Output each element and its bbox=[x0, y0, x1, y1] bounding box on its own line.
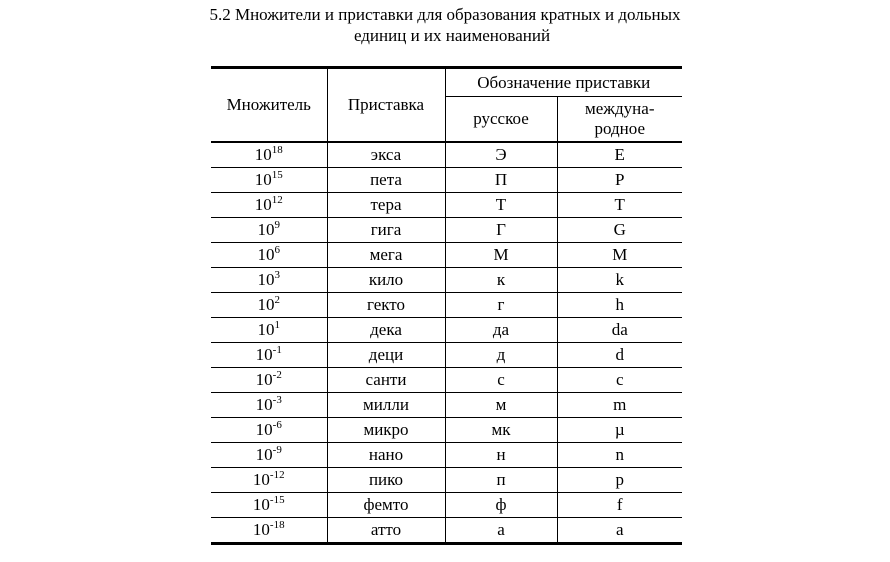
international-symbol-cell: µ bbox=[557, 418, 682, 443]
table-row bbox=[211, 193, 682, 218]
table-row bbox=[211, 418, 682, 443]
multiplier-base: 10 bbox=[257, 270, 275, 289]
international-symbol-cell: c bbox=[557, 368, 682, 393]
table-row bbox=[211, 468, 682, 493]
multiplier-exponent: -9 bbox=[272, 444, 282, 456]
multiplier-base: 10 bbox=[255, 445, 273, 464]
title-line-1: 5.2 Множители и приставки для образования кратных и дольных bbox=[209, 5, 681, 24]
multiplier-base: 10 bbox=[252, 520, 270, 539]
multiplier-cell bbox=[211, 343, 327, 368]
multiplier-base: 10 bbox=[257, 220, 275, 239]
header-international-line-1: междуна- bbox=[584, 99, 655, 118]
prefix-cell: санти bbox=[327, 368, 445, 393]
header-international-line-2: родное bbox=[594, 119, 645, 138]
prefix-cell: кило bbox=[327, 268, 445, 293]
international-symbol-cell: m bbox=[557, 393, 682, 418]
multiplier-exponent: 9 bbox=[274, 219, 280, 231]
international-symbol-cell: n bbox=[557, 443, 682, 468]
prefix-cell: пета bbox=[327, 168, 445, 193]
multiplier-base: 10 bbox=[257, 295, 275, 314]
multiplier-cell bbox=[211, 368, 327, 393]
multiplier-exponent: 18 bbox=[271, 144, 283, 156]
multiplier-base: 10 bbox=[252, 470, 270, 489]
prefix-cell: экса bbox=[327, 142, 445, 168]
multiplier-base: 10 bbox=[255, 395, 273, 414]
russian-symbol-cell: М bbox=[445, 243, 557, 268]
multiplier-cell bbox=[211, 243, 327, 268]
table-header bbox=[211, 68, 682, 143]
multiplier-exponent: 15 bbox=[271, 169, 283, 181]
table-row bbox=[211, 142, 682, 168]
multiplier-cell bbox=[211, 418, 327, 443]
multiplier-cell bbox=[211, 393, 327, 418]
russian-symbol-cell: м bbox=[445, 393, 557, 418]
multiplier-exponent: -18 bbox=[269, 519, 285, 531]
multiplier-base: 10 bbox=[252, 495, 270, 514]
multiplier-base: 10 bbox=[254, 195, 272, 214]
table-row bbox=[211, 518, 682, 544]
prefix-table bbox=[211, 66, 682, 545]
header-prefix: Приставка bbox=[327, 68, 445, 143]
multiplier-base: 10 bbox=[254, 145, 272, 164]
table-row bbox=[211, 243, 682, 268]
international-symbol-cell: G bbox=[557, 218, 682, 243]
prefix-cell: атто bbox=[327, 518, 445, 544]
russian-symbol-cell: Г bbox=[445, 218, 557, 243]
multiplier-base: 10 bbox=[255, 370, 273, 389]
multiplier-base: 10 bbox=[255, 420, 273, 439]
multiplier-exponent: -3 bbox=[272, 394, 282, 406]
multiplier-cell bbox=[211, 293, 327, 318]
table-row bbox=[211, 168, 682, 193]
multiplier-cell bbox=[211, 268, 327, 293]
multiplier-exponent: 2 bbox=[274, 294, 280, 306]
prefix-cell: фемто bbox=[327, 493, 445, 518]
header-international bbox=[557, 97, 682, 143]
russian-symbol-cell: п bbox=[445, 468, 557, 493]
international-symbol-cell: T bbox=[557, 193, 682, 218]
multiplier-exponent: -6 bbox=[272, 419, 282, 431]
international-symbol-cell: P bbox=[557, 168, 682, 193]
multiplier-exponent: 3 bbox=[274, 269, 280, 281]
page-title bbox=[0, 4, 890, 46]
international-symbol-cell: h bbox=[557, 293, 682, 318]
multiplier-exponent: -15 bbox=[269, 494, 285, 506]
prefix-cell: гига bbox=[327, 218, 445, 243]
prefix-cell: милли bbox=[327, 393, 445, 418]
russian-symbol-cell: Э bbox=[445, 142, 557, 168]
multiplier-base: 10 bbox=[255, 345, 273, 364]
multiplier-cell bbox=[211, 518, 327, 544]
russian-symbol-cell: н bbox=[445, 443, 557, 468]
table-row bbox=[211, 218, 682, 243]
prefix-cell: деци bbox=[327, 343, 445, 368]
multiplier-base: 10 bbox=[254, 170, 272, 189]
multiplier-exponent: 1 bbox=[274, 319, 280, 331]
table-body bbox=[211, 142, 682, 544]
russian-symbol-cell: г bbox=[445, 293, 557, 318]
international-symbol-cell: da bbox=[557, 318, 682, 343]
international-symbol-cell: M bbox=[557, 243, 682, 268]
russian-symbol-cell: ф bbox=[445, 493, 557, 518]
multiplier-cell bbox=[211, 468, 327, 493]
russian-symbol-cell: с bbox=[445, 368, 557, 393]
table-row bbox=[211, 368, 682, 393]
multiplier-base: 10 bbox=[257, 320, 275, 339]
multiplier-exponent: -1 bbox=[272, 344, 282, 356]
multiplier-exponent: -2 bbox=[272, 369, 282, 381]
header-designation: Обозначение приставки bbox=[445, 68, 682, 97]
table-row bbox=[211, 493, 682, 518]
table-row bbox=[211, 393, 682, 418]
multiplier-cell bbox=[211, 218, 327, 243]
multiplier-base: 10 bbox=[257, 245, 275, 264]
prefix-cell: тера bbox=[327, 193, 445, 218]
russian-symbol-cell: да bbox=[445, 318, 557, 343]
multiplier-cell bbox=[211, 493, 327, 518]
table-row bbox=[211, 343, 682, 368]
prefix-cell: мега bbox=[327, 243, 445, 268]
international-symbol-cell: k bbox=[557, 268, 682, 293]
international-symbol-cell: E bbox=[557, 142, 682, 168]
russian-symbol-cell: П bbox=[445, 168, 557, 193]
international-symbol-cell: a bbox=[557, 518, 682, 544]
russian-symbol-cell: мк bbox=[445, 418, 557, 443]
multiplier-exponent: -12 bbox=[269, 469, 285, 481]
multiplier-cell bbox=[211, 168, 327, 193]
multiplier-cell bbox=[211, 318, 327, 343]
russian-symbol-cell: к bbox=[445, 268, 557, 293]
russian-symbol-cell: Т bbox=[445, 193, 557, 218]
prefix-cell: гекто bbox=[327, 293, 445, 318]
international-symbol-cell: d bbox=[557, 343, 682, 368]
table-row bbox=[211, 318, 682, 343]
table-row bbox=[211, 293, 682, 318]
international-symbol-cell: p bbox=[557, 468, 682, 493]
multiplier-exponent: 6 bbox=[274, 244, 280, 256]
multiplier-exponent: 12 bbox=[271, 194, 283, 206]
prefix-cell: пико bbox=[327, 468, 445, 493]
prefix-cell: дека bbox=[327, 318, 445, 343]
header-multiplier: Множитель bbox=[211, 68, 327, 143]
table-row bbox=[211, 268, 682, 293]
table-row bbox=[211, 443, 682, 468]
title-line-2: единиц и их наименований bbox=[353, 26, 551, 45]
multiplier-cell bbox=[211, 142, 327, 168]
international-symbol-cell: f bbox=[557, 493, 682, 518]
header-russian: русское bbox=[445, 97, 557, 143]
russian-symbol-cell: д bbox=[445, 343, 557, 368]
russian-symbol-cell: а bbox=[445, 518, 557, 544]
prefix-cell: микро bbox=[327, 418, 445, 443]
multiplier-cell bbox=[211, 193, 327, 218]
multiplier-cell bbox=[211, 443, 327, 468]
prefix-cell: нано bbox=[327, 443, 445, 468]
